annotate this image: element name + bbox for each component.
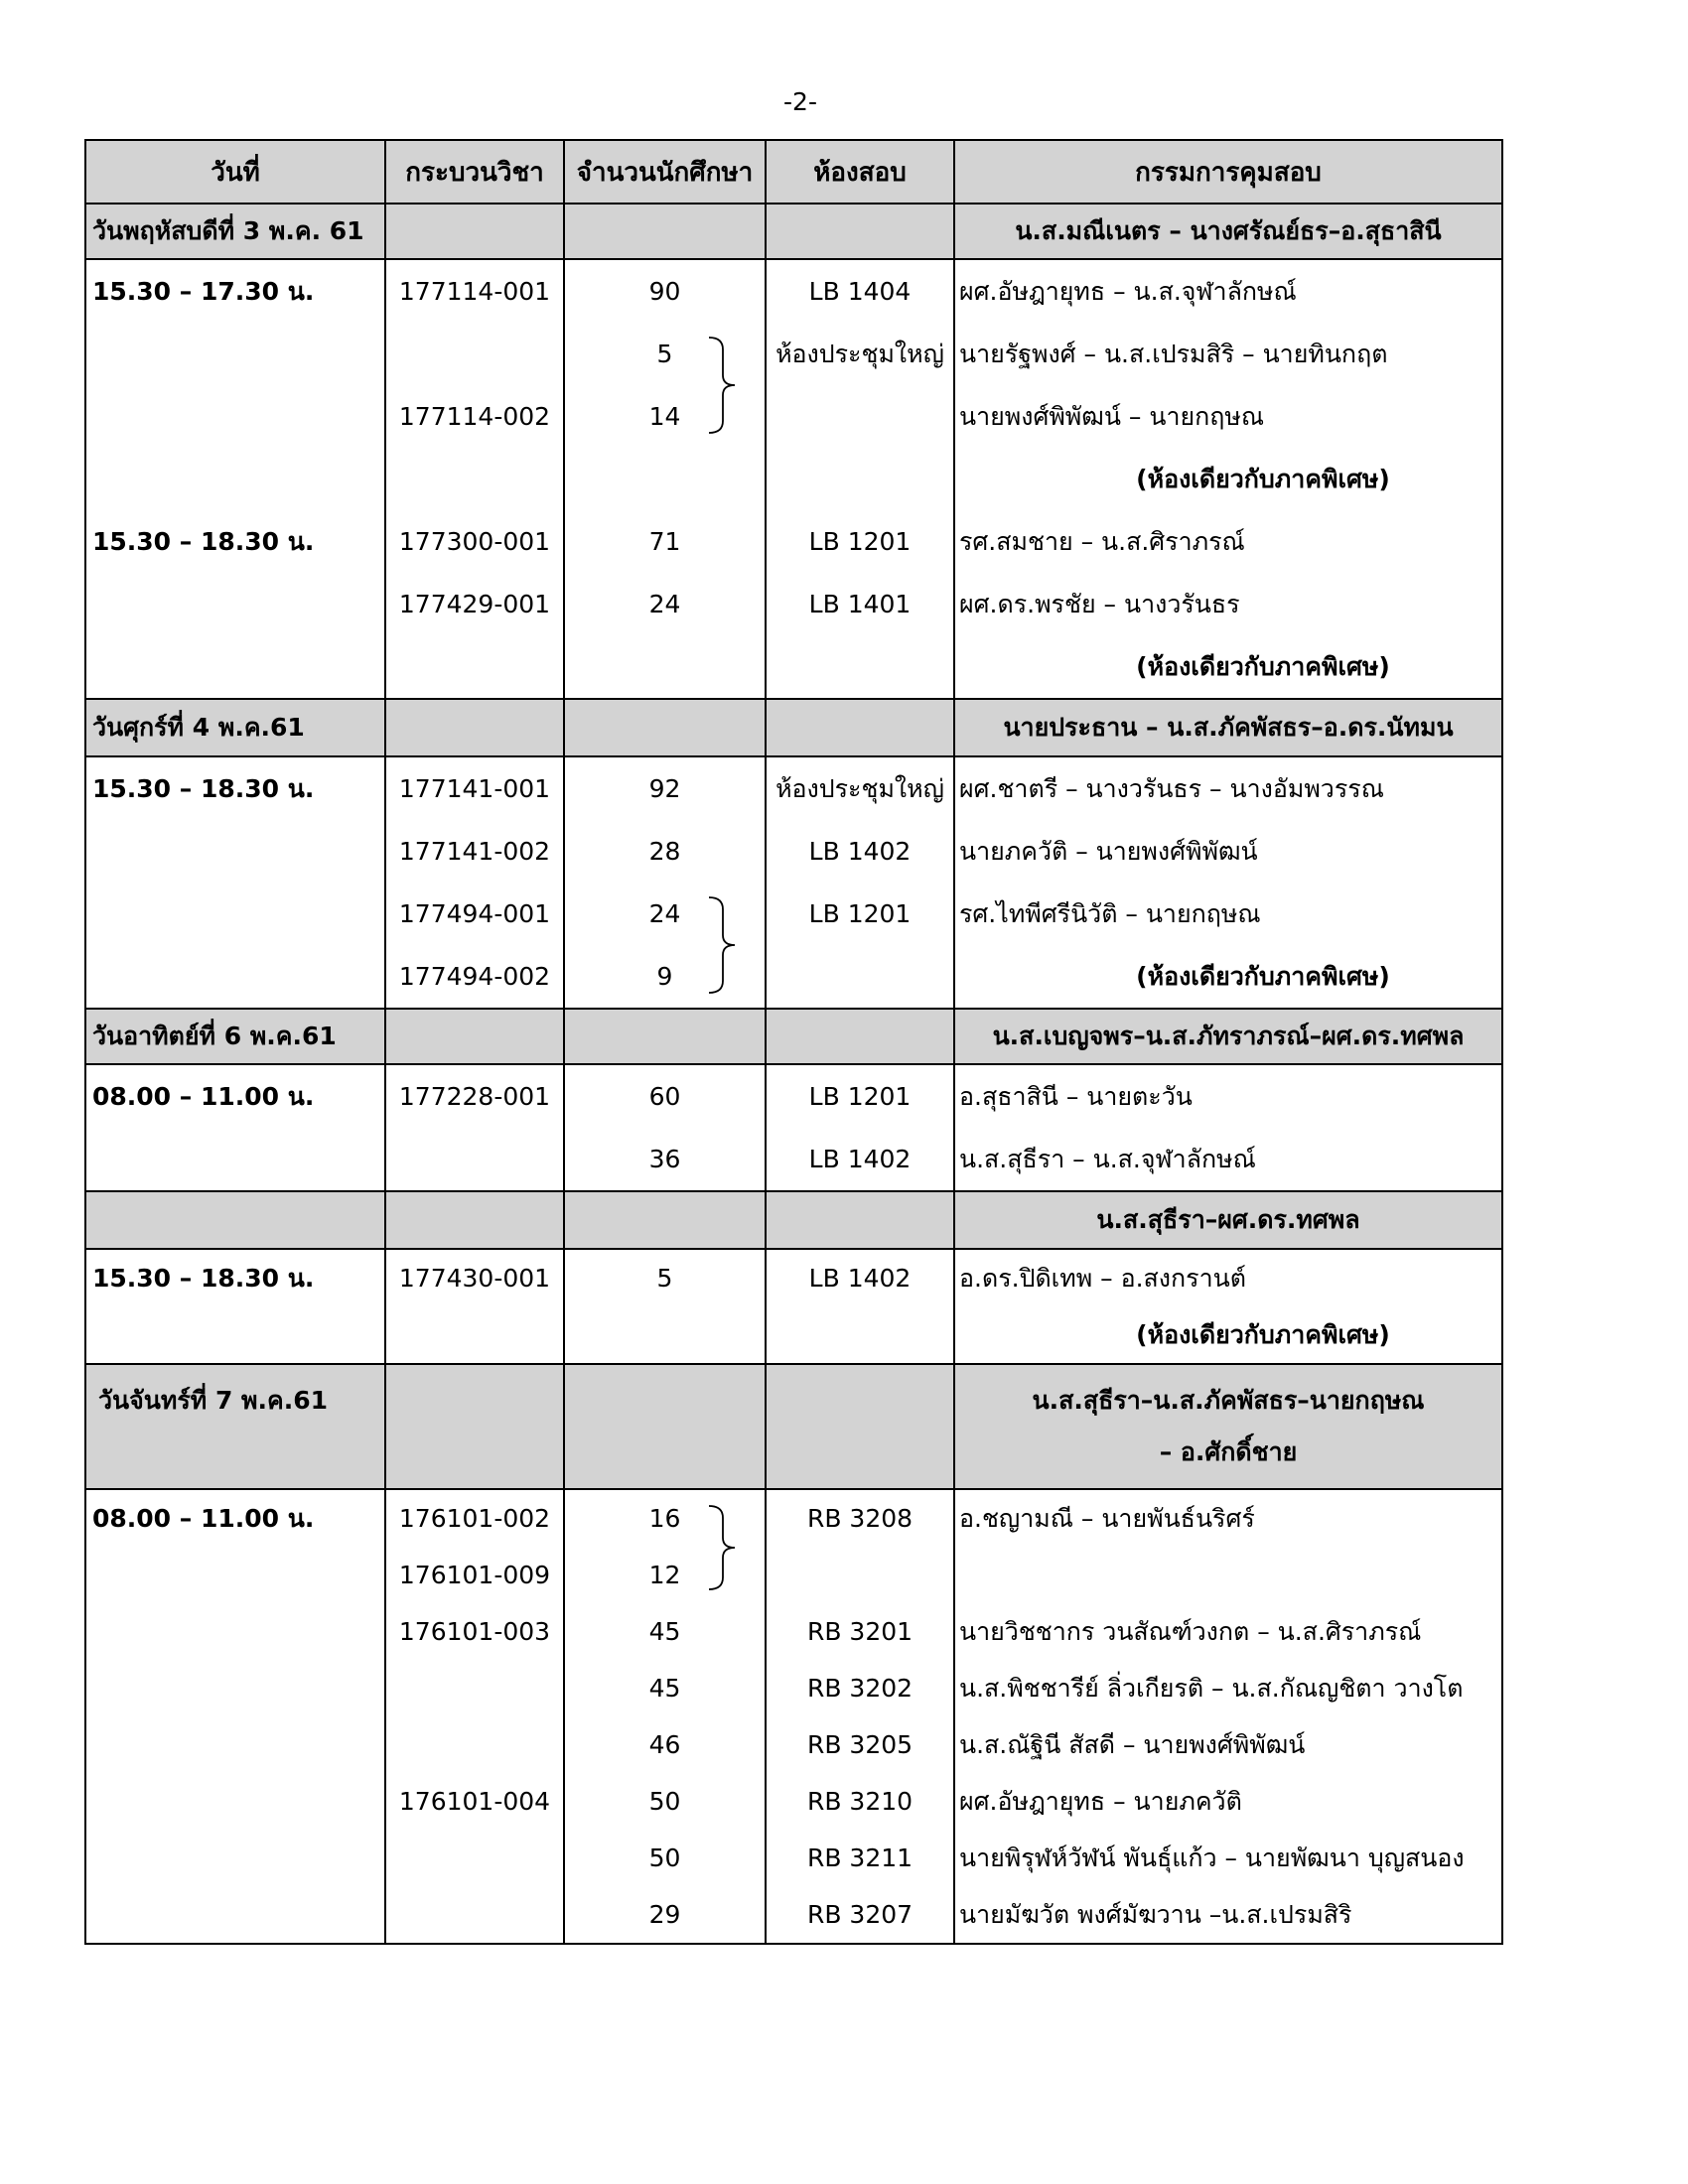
course-code: 177300-001 (398, 527, 551, 556)
day-committee: น.ส.สุธีรา–ผศ.ดร.ทศพล (954, 1191, 1502, 1249)
day-label: วันพฤหัสบดีที่ 3 พ.ค. 61 (85, 204, 385, 259)
proctors: นายภควัติ – นายพงศ์พิพัฒน์ (959, 837, 1258, 866)
day-committee: นายประธาน – น.ส.ภัคพัสธร–อ.ดร.นัทมน (954, 699, 1502, 756)
course-code: 177494-002 (398, 962, 551, 991)
student-count: 45 (648, 1674, 681, 1703)
proctors: อ.สุธาสินี – นายตะวัน (959, 1082, 1193, 1111)
student-count: 16 (648, 1504, 681, 1533)
course-code: 176101-003 (398, 1617, 551, 1646)
table-row (85, 1489, 1502, 1944)
exam-room: RB 3201 (806, 1617, 914, 1646)
exam-time: 15.30 – 18.30 น. (92, 774, 315, 803)
exam-room: RB 3208 (806, 1504, 914, 1533)
day-header-row (85, 699, 1502, 756)
course-code: 177430-001 (398, 1264, 551, 1293)
course-code: 177114-002 (398, 402, 551, 431)
exam-time: 15.30 – 17.30 น. (92, 277, 315, 306)
exam-schedule-table (84, 139, 1503, 1945)
day-label: วันอาทิตย์ที่ 6 พ.ค.61 (85, 1009, 385, 1064)
proctors: นายพงศ์พิพัฒน์ – นายกฤษณ (959, 402, 1265, 431)
day-label (85, 1191, 385, 1249)
student-count: 50 (648, 1787, 681, 1816)
exam-room: LB 1201 (808, 899, 912, 928)
exam-room: LB 1404 (808, 277, 912, 306)
same-room-note: (ห้องเดียวกับภาคพิเศษ) (1136, 1320, 1390, 1349)
proctors: อ.ชญามณี – นายพันธ์นริศร์ (959, 1504, 1255, 1533)
group-brace-icon (709, 895, 737, 995)
exam-room: LB 1401 (808, 590, 912, 618)
proctors: ผศ.อัษฎายุทธ – นายภควัติ (959, 1787, 1242, 1816)
exam-room: RB 3211 (806, 1843, 914, 1872)
course-code: 176101-004 (398, 1787, 551, 1816)
same-room-note: (ห้องเดียวกับภาคพิเศษ) (1136, 465, 1390, 493)
table-row (85, 1249, 1502, 1364)
header-date: วันที่ (85, 140, 385, 204)
student-count: 46 (648, 1730, 681, 1759)
proctors: อ.ดร.ปิดิเทพ – อ.สงกรานต์ (959, 1264, 1246, 1293)
exam-room: RB 3210 (806, 1787, 914, 1816)
day-committee: น.ส.สุธีรา–น.ส.ภัคพัสธร–นายกฤษณ – อ.ศักดิ์ชาย (1032, 1386, 1425, 1466)
header-proctors: กรรมการคุมสอบ (954, 140, 1502, 204)
group-brace-icon (709, 336, 737, 435)
student-count: 24 (648, 899, 681, 928)
course-code: 177429-001 (398, 590, 551, 618)
day-header-row (85, 1364, 1502, 1489)
student-count: 14 (648, 402, 681, 431)
same-room-note: (ห้องเดียวกับภาคพิเศษ) (1136, 962, 1390, 991)
exam-room: RB 3202 (806, 1674, 914, 1703)
student-count: 60 (648, 1082, 681, 1111)
student-count: 50 (648, 1843, 681, 1872)
proctors: รศ.สมชาย – น.ส.ศิราภรณ์ (959, 527, 1245, 556)
course-code: 176101-002 (398, 1504, 551, 1533)
exam-room: LB 1402 (808, 837, 912, 866)
day-label: วันศุกร์ที่ 4 พ.ค.61 (85, 699, 385, 756)
header-row (85, 140, 1502, 204)
proctors: ผศ.อัษฎายุทธ – น.ส.จุฬาลักษณ์ (959, 277, 1297, 306)
student-count: 90 (648, 277, 681, 306)
exam-room: ห้องประชุมใหญ่ (775, 774, 944, 803)
course-code: 177141-001 (398, 774, 551, 803)
proctors: ผศ.ชาตรี – นางวรันธร – นางอัมพวรรณ (959, 774, 1384, 803)
course-code: 176101-009 (398, 1561, 551, 1589)
day-header-row (85, 1009, 1502, 1064)
exam-time: 08.00 – 11.00 น. (92, 1504, 315, 1533)
exam-time: 15.30 – 18.30 น. (92, 1264, 315, 1293)
table-row (85, 1064, 1502, 1191)
proctors: นายรัฐพงศ์ – น.ส.เปรมสิริ – นายทินกฤต (959, 340, 1388, 368)
day-label: วันจันทร์ที่ 7 พ.ค.61 (98, 1386, 329, 1415)
exam-room: RB 3207 (806, 1900, 914, 1929)
page-number: -2- (783, 87, 817, 116)
day-header-row (85, 204, 1502, 259)
exam-room: RB 3205 (806, 1730, 914, 1759)
day-header-row (85, 1191, 1502, 1249)
exam-room: LB 1201 (808, 527, 912, 556)
course-code: 177114-001 (398, 277, 551, 306)
proctors: นายมัฆวัต พงศ์มัฆวาน –น.ส.เปรมสิริ (959, 1900, 1352, 1929)
exam-room: LB 1402 (808, 1145, 912, 1173)
proctors: รศ.ไทพีศรีนิวัติ – นายกฤษณ (959, 899, 1261, 928)
student-count: 29 (648, 1900, 681, 1929)
student-count: 12 (648, 1561, 681, 1589)
proctors: น.ส.ณัฐินี สัสดี – นายพงศ์พิพัฒน์ (959, 1730, 1306, 1759)
proctors: ผศ.ดร.พรชัย – นางวรันธร (959, 590, 1240, 618)
header-exam-room: ห้องสอบ (766, 140, 954, 204)
exam-time: 15.30 – 18.30 น. (92, 527, 315, 556)
exam-time: 08.00 – 11.00 น. (92, 1082, 315, 1111)
day-committee: น.ส.มณีเนตร – นางศรัณย์ธร–อ.สุธาสินี (954, 204, 1502, 259)
proctors: นายวิชชากร วนสัณฑ์วงกต – น.ส.ศิราภรณ์ (959, 1617, 1422, 1646)
student-count: 36 (648, 1145, 681, 1173)
student-count: 92 (648, 774, 681, 803)
exam-room: LB 1201 (808, 1082, 912, 1111)
student-count: 71 (648, 527, 681, 556)
header-student-count: จำนวนนักศึกษา (564, 140, 766, 204)
table-row (85, 756, 1502, 1009)
course-code: 177141-002 (398, 837, 551, 866)
student-count: 5 (656, 1264, 673, 1293)
group-brace-icon (709, 1504, 737, 1591)
student-count: 28 (648, 837, 681, 866)
student-count: 24 (648, 590, 681, 618)
header-course: กระบวนวิชา (385, 140, 564, 204)
course-code: 177494-001 (398, 899, 551, 928)
same-room-note: (ห้องเดียวกับภาคพิเศษ) (1136, 652, 1390, 681)
proctors: นายพิรุฬห์วัฬน์ พันธุ์แก้ว – นายพัฒนา บุญสนอง (959, 1843, 1465, 1872)
proctors: น.ส.สุธีรา – น.ส.จุฬาลักษณ์ (959, 1145, 1256, 1173)
proctors: น.ส.พิชชารีย์ ลิ่วเกียรติ – น.ส.กัณญชิตา วางโต (959, 1674, 1464, 1703)
student-count: 9 (656, 962, 673, 991)
exam-room: LB 1402 (808, 1264, 912, 1293)
day-committee: น.ส.เบญจพร–น.ส.ภัทราภรณ์–ผศ.ดร.ทศพล (954, 1009, 1502, 1064)
table-row (85, 259, 1502, 699)
student-count: 45 (648, 1617, 681, 1646)
course-code: 177228-001 (398, 1082, 551, 1111)
student-count: 5 (656, 340, 673, 368)
exam-room: ห้องประชุมใหญ่ (775, 340, 944, 368)
